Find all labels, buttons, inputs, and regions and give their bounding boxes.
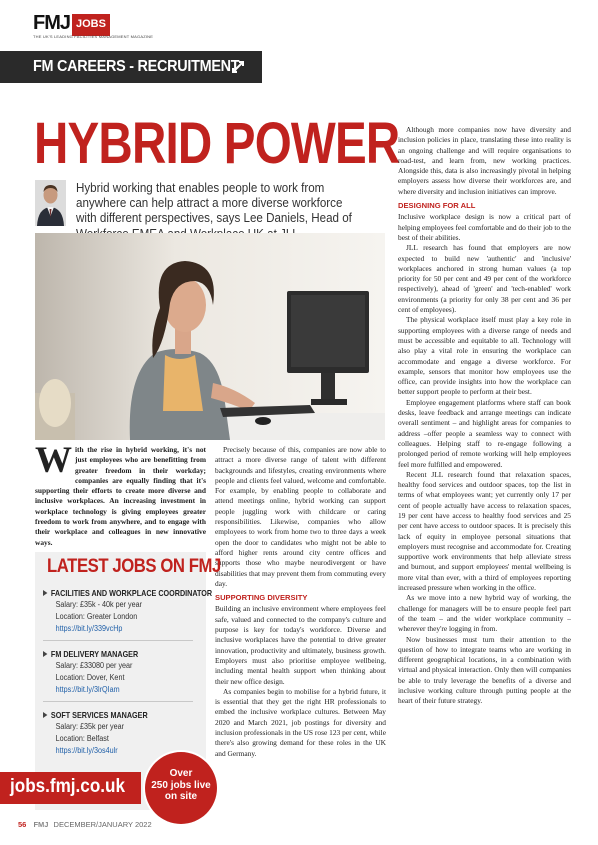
article-column-1 — [35, 440, 206, 548]
job-salary: Salary: £33080 per year — [55, 661, 133, 670]
body-paragraph: As companies begin to mobilise for a hybrid future, it is essential that they get the right HR professionals to embed the inclusive workplace cultures. Between May 2020 and March 2021, job postings for diversity and inclusion professionals in the US rose 123 per cent, while there's also growing demand for these roles in the UK and Germany. — [215, 686, 386, 758]
badge-line: 250 jobs live — [151, 779, 211, 791]
author-photo — [35, 180, 66, 226]
article-column-2 — [215, 445, 386, 759]
section-banner — [0, 51, 262, 83]
job-listing[interactable] — [43, 588, 213, 635]
body-paragraph: Building an inclusive environment where employees feel safe, valued and connected to the company's culture and purpose is key for today's workforce. Diverse and inclusive workplaces have the potential to drive greater innovation, productivity and ultimately, business growth. Employers must also prioritise employee wellbeing, including mental health support when thinking about their new office design. — [215, 604, 386, 686]
job-link[interactable]: https://bit.ly/3lrQIam — [55, 685, 120, 694]
logo-tagline: THE UK'S LEADING FACILITIES MANAGEMENT MAGAZINE — [33, 34, 154, 39]
body-paragraph: Although more companies now have diversity and inclusion policies in place, translating these into reality is an ongoing challenge and will require organisations to road-test, and learn from, new working practices. Alongside this, data is also increasingly pivotal in helping employers assess how diverse their workforces are, and where diversity and inclusion initiatives can improve. — [398, 125, 571, 196]
job-title[interactable]: FACILITIES AND WORKPLACE COORDINATOR — [43, 588, 184, 599]
body-paragraph: As we move into a new hybrid way of working, the challenge for managers will be to ensure people feel part of the team – and the wider workplace community – wherever they're logging in from. — [398, 593, 571, 634]
job-listing[interactable] — [43, 649, 203, 696]
section-title: FM CAREERS - RECRUITMENT — [33, 58, 240, 75]
drop-cap: W — [35, 440, 72, 481]
article-headline: HYBRID POWER — [34, 111, 400, 176]
subheading: DESIGNING FOR ALL — [398, 201, 476, 211]
logo-section-tag: JOBS — [72, 14, 110, 36]
body-paragraph: Now businesses must turn their attention to the question of how to integrate teams who are working in different geographical locations, in a combination with virtual and physical interaction. Only then will companies be able to truly leverage the benefits of a diverse and inclusive working culture through putting people at the heart of their future strategy. — [398, 634, 571, 706]
job-location: Location: Greater London — [55, 612, 138, 621]
job-location: Location: Belfast — [55, 734, 109, 743]
hero-photo-woman-at-computer — [35, 233, 385, 440]
body-paragraph: Recent JLL research found that relaxation spaces, healthy food services and outdoor spaces, top the list in terms of what employees want; yet currently only 17 per cent of people actually have access to relaxation spaces, 19 per cent have access to healthy food services and 25 per cent have access to outdoor spaces. It is precisely this lack of equity in employee personal situations that employers must recognise and accommodate for. Creating supportive work environments that help alleviate stress and burnout, and support employees' mental wellbeing is more vital than ever, with a third of employees reporting increased pressure when working in the office. — [398, 469, 571, 593]
job-link[interactable]: https://bit.ly/3os4ulr — [55, 746, 118, 755]
job-divider — [43, 701, 193, 702]
jobs-url-bar[interactable] — [0, 772, 141, 804]
job-salary: Salary: £35k per year — [55, 722, 125, 731]
subheading: SUPPORTING DIVERSITY — [215, 593, 308, 603]
badge-line: Over — [169, 768, 193, 779]
job-link[interactable]: https://bit.ly/339vcHp — [55, 624, 123, 633]
logo-brand: FMJ — [33, 12, 70, 34]
job-listing[interactable] — [43, 710, 203, 757]
jobs-count-badge — [145, 752, 217, 824]
issue-date: DECEMBER/JANUARY 2022 — [53, 820, 152, 829]
jobs-panel-title: LATEST JOBS ON FMJ — [47, 556, 221, 577]
article-column-3 — [398, 125, 571, 707]
body-paragraph: The physical workplace itself must play a key role in supporting employees with a diverse range of needs and must be accessible and equitable to all. Technology will also play a vital role in ensuring the workplace can accommodate and engage a diverse workforce. For example, sensors that monitor how employees use the office, can provide insights into how the workplace can better support people to perform at their best. — [398, 315, 571, 397]
badge-line: on site — [164, 791, 198, 802]
body-paragraph: Employee engagement platforms where staff can book desks, leave feedback and arrange meetings can indicate overall sentiment – and highlight areas for companies to address –offer people a seamless way to connect with colleagues. Helping staff to re-engage following a prolonged period of remote working will help employees feel more fulfilled and empowered. — [398, 397, 571, 469]
fmj-jobs-logo[interactable] — [33, 12, 154, 39]
body-paragraph: Precisely because of this, companies are now able to attract a more diverse range of talent with different backgrounds and lifestyles, creating environments where people and clients feel valued, welcome and comfortable. For example, by enabling people to collaborate and attend meetings online, hybrid working can support people juggling work with childcare or caring responsibilities. Likewise, companies who allow employees to work from home two to three days a week open the door to candidates who might not be able to afford higher rents around city centre offices and supports those who maybe neurodivergent or have disabilities that may prevent them from commuting every day. — [215, 445, 386, 588]
jobs-site-url[interactable]: jobs.fmj.co.uk — [10, 776, 125, 797]
page-footer — [18, 820, 152, 829]
footer-brand: FMJ — [33, 820, 49, 829]
body-paragraph: JLL research has found that employers are now expected to build new 'authentic' and 'inclusive' workplaces anchored in strong human values (a top priority for 50 per cent and 49 per cent of the workforce respectively), ahead of 'green' and 'tech-enabled' work environments (a priority for only 38 per cent and 36 per cent of employees). — [398, 243, 571, 315]
job-divider — [43, 640, 193, 641]
job-salary: Salary: £35k - 40k per year — [55, 600, 143, 609]
article-standfirst: Hybrid working that enables people to work from anywhere can help attract a more diverse workforce with different perspectives, says Lee Daniels, Head of — [76, 180, 352, 226]
body-paragraph: Inclusive workplace design is now a critical part of helping employees feel comfortable and do their job to the best of their abilities. — [398, 212, 572, 242]
expand-arrows-icon — [230, 59, 246, 75]
job-title[interactable]: SOFT SERVICES MANAGER — [43, 710, 184, 721]
job-location: Location: Dover, Kent — [55, 673, 125, 682]
lead-paragraph: ith the rise in hybrid working, it's not just employees who are benefitting from greater freedom in their workday; companies are equally finding that it's supporting their efforts to create more diverse and inclusive workplaces. An increasing investment in workplace technology is giving employees greater freedom to work from anywhere, and to engage with their workplace and colleagues in new innovative ways. — [35, 445, 206, 547]
job-title[interactable]: FM DELIVERY MANAGER — [43, 649, 184, 660]
page-number: 56 — [18, 820, 27, 829]
